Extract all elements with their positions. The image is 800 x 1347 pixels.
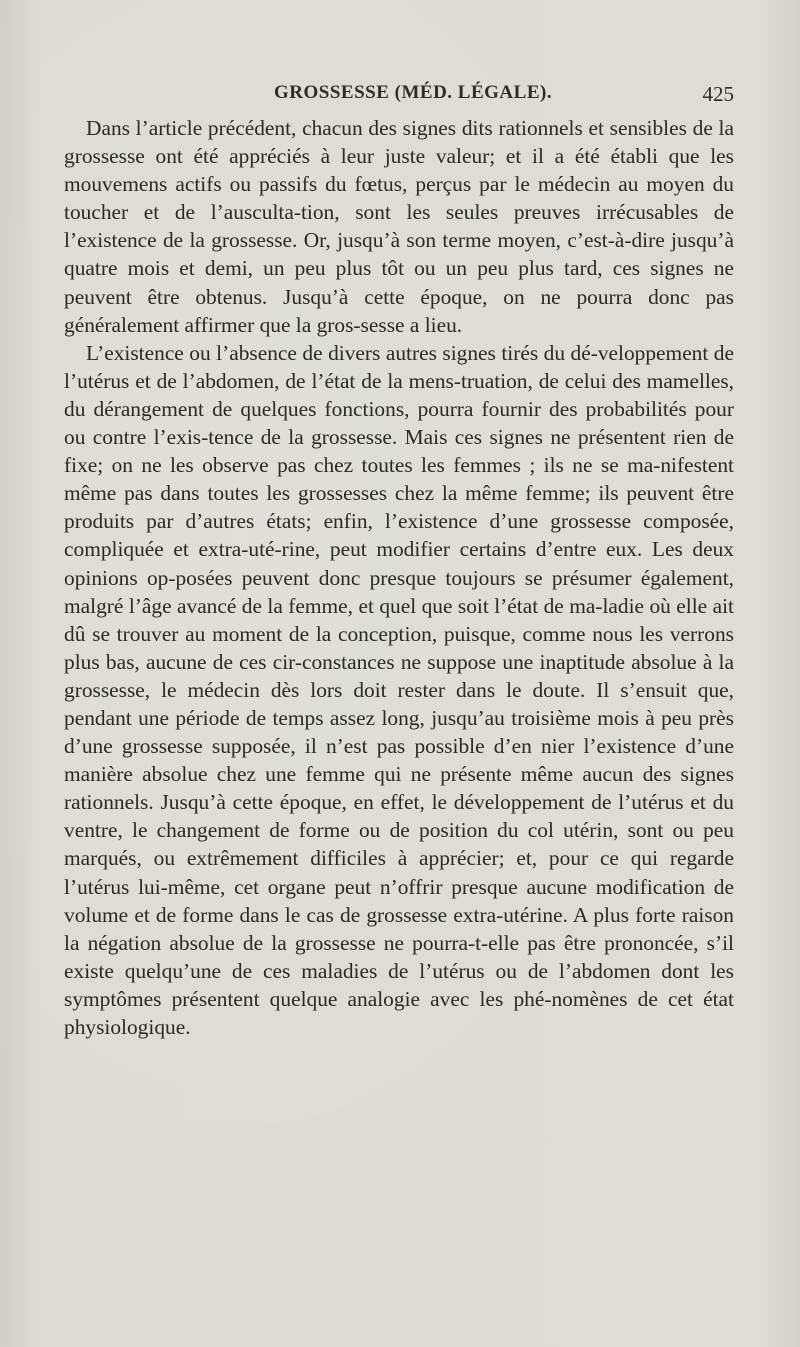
page-header [64,82,734,112]
paragraph-2: L’existence ou l’absence de divers autres signes tirés du dé-veloppement de l’utérus et de l’abdomen, de l’état de la mens-truation, de celui des mamelles, du dérangement de quelques fonctions, pourra fournir des probabilités pour ou contre l’exis-tence de la grossesse. Mais ces signes ne présentent rien de fixe; on ne les observe pas chez toutes les femmes ; ils ne se ma-nifestent même pas dans toutes les grossesses chez la même femme; ils peuvent être produits par d’autres états; enfin, l’existence d’une grossesse composée, compliquée et extra-uté-rine, peut modifier certains d’entre eux. Les deux opinions op-posées peuvent donc presque toujours se présumer également, malgré l’âge avancé de la femme, et quel que soit l’état de ma-ladie où elle ait dû se trouver au moment de la conception, puisque, comme nous les verrons plus bas, aucune de ces cir-constances ne suppose une inaptitude absolue à la grossesse, le médecin dès lors doit rester dans le doute. Il s’ensuit que, pendant une période de temps assez long, jusqu’au troisième mois à peu près d’une grossesse supposée, il n’est pas possible d’en nier l’existence d’une manière absolue chez une femme qui ne présente même aucun des signes rationnels. Jusqu’à cette époque, en effet, le développement de l’utérus et du ventre, le changement de forme ou de position du col utérin, sont ou peu marqués, ou extrêmement difficiles à apprécier; et, pour ce qui regarde l’utérus lui-même, cet organe peut n’offrir presque aucune modification de volume et de forme dans le cas de grossesse extra-utérine. A plus forte raison la négation absolue de la grossesse ne pourra-t-elle pas être prononcée, s’il existe quelqu’une de ces maladies de l’utérus ou de l’abdomen dont les symptômes présentent quelque analogie avec les phé-nomènes de cet état physiologique. [64,340,734,1039]
paragraph-1: Dans l’article précédent, chacun des signes dits rationnels et sensibles de la grossesse ont été appréciés à leur juste valeur; et il a été établi que les mouvemens actifs ou passifs du fœtus, perçus par le médecin au moyen du toucher et de l’ausculta-tion, sont les seules preuves irrécusables de l’existence de la grossesse. Or, jusqu’à son terme moyen, c’est-à-dire jusqu’à quatre mois et demi, un peu plus tôt ou un peu plus tard, ces signes ne peuvent être obtenus. Jusqu’à cette époque, on ne pourra donc pas généralement affirmer que la gros-sesse a lieu. [64,116,734,337]
page-number: 425 [702,82,734,106]
body-text [64,114,734,1041]
running-head: GROSSESSE (MÉD. LÉGALE). [274,82,553,103]
